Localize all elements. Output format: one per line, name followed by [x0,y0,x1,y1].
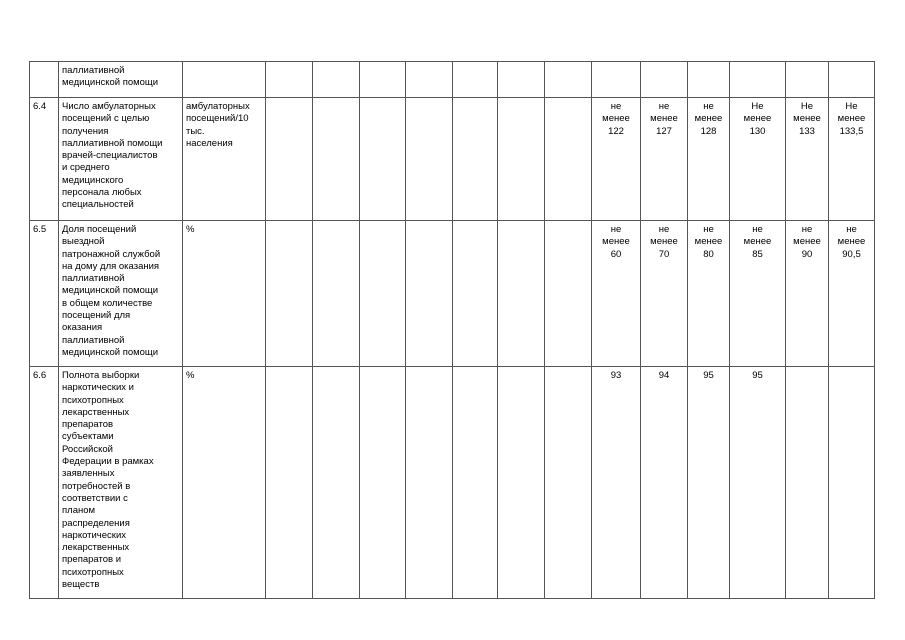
empty-cell [406,98,453,221]
indicator-text-line: специальностей [62,199,134,211]
target-value-cell [786,367,829,599]
target-value-cell [641,221,688,367]
indicator-text-line: наркотических [62,529,127,541]
unit-text-line: % [186,370,195,381]
indicator-name-cell [59,221,183,367]
empty-cell [498,367,545,599]
target-value-line: не [703,101,714,112]
table-row [30,221,875,367]
indicator-text-line: Доля посещений [62,224,137,235]
target-value-cell [786,98,829,221]
indicator-text-line: врачей-специалистов [62,150,158,162]
row-number-cell: 6.5 [30,221,59,367]
empty-cell [498,98,545,221]
indicator-text-line: в общем количестве [62,297,153,309]
target-value-line: менее [602,236,630,248]
empty-cell [406,62,453,98]
indicator-text-line: Число амбулаторных [62,101,156,112]
empty-cell [453,221,498,367]
indicator-text-line: веществ [62,579,100,591]
indicator-text-line: посещений для [62,310,131,322]
indicator-text-line: и среднего [62,162,110,174]
empty-cell [406,221,453,367]
indicator-text-line: получения [62,125,109,137]
target-value-line: 94 [658,370,670,381]
target-value-cell [829,367,875,599]
indicator-text-line: патронажной службой [62,248,161,260]
target-value-line: менее [694,236,723,248]
empty-cell [545,62,592,98]
indicator-text-line: Российской [62,443,113,455]
target-value-line: Не [845,101,858,112]
target-value-line: менее [743,113,772,125]
indicator-text-line: наркотических и [62,382,134,394]
target-value-line: 130 [749,125,766,137]
unit-text-line: населения [186,137,233,149]
target-value-line: менее [602,113,630,125]
target-value-cell [592,367,641,599]
target-value-cell [829,98,875,221]
target-value-cell [786,62,829,98]
unit-text-line: посещений/10 [186,113,249,125]
target-value-line: менее [793,236,821,248]
indicator-name-cell [59,98,183,221]
indicator-name-cell [59,367,183,599]
target-value-line: 122 [608,125,624,137]
empty-cell [360,62,406,98]
table-body [30,62,875,599]
target-value-line: 127 [656,125,672,137]
target-value-cell [641,62,688,98]
empty-cell [266,221,313,367]
empty-cell [498,62,545,98]
unit-text-line: % [186,224,195,235]
target-value-line: 93 [610,370,622,381]
unit-text-line: тыс. [186,125,205,137]
indicator-name-cell [59,62,183,98]
indicator-text-line: Федерации в рамках [62,456,154,468]
indicator-text-line: распределения [62,517,130,529]
indicator-text-line: паллиативной [62,334,125,346]
row-number-cell: 6.4 [30,98,59,221]
target-value-cell [592,221,641,367]
table-row [30,62,875,98]
target-value-line: 60 [610,248,622,260]
empty-cell [453,367,498,599]
target-value-cell [829,221,875,367]
empty-cell [545,98,592,221]
empty-cell [360,221,406,367]
target-value-line: менее [650,113,678,125]
target-value-cell [641,98,688,221]
unit-text-line: амбулаторных [186,101,250,112]
indicator-text-line: потребностей в [62,480,131,492]
target-value-line: менее [837,113,866,125]
target-value-line: не [658,101,670,112]
target-value-line: 133 [799,125,815,137]
indicator-text-line: выездной [62,236,105,248]
target-value-line: не [703,224,714,235]
target-value-line: 85 [752,248,763,260]
unit-cell [183,62,266,98]
target-value-cell [730,221,786,367]
target-value-cell [730,98,786,221]
indicator-text-line: психотропных [62,566,124,578]
indicator-text-line: заявленных [62,468,115,480]
indicator-text-line: медицинской помощи [62,77,159,89]
empty-cell [266,367,313,599]
target-value-cell [592,98,641,221]
indicator-text-line: Полнота выборки [62,370,140,381]
row-number-cell [30,62,59,98]
indicator-text-line: медицинской помощи [62,285,159,297]
target-value-cell [829,62,875,98]
empty-cell [453,62,498,98]
target-value-cell [730,62,786,98]
unit-cell [183,221,266,367]
indicator-text-line: паллиативной помощи [62,137,163,149]
indicator-text-line: лекарственных [62,406,130,418]
target-value-line: 90 [801,248,813,260]
empty-cell [313,62,360,98]
empty-cell [360,98,406,221]
target-value-line: не [801,224,813,235]
indicator-text-line: на дому для оказания [62,260,160,272]
target-value-cell [641,367,688,599]
target-value-cell [688,221,730,367]
target-value-line: 128 [700,125,717,137]
indicator-text-line: оказания [62,322,103,334]
empty-cell [313,367,360,599]
indicator-text-line: медицинского [62,174,124,186]
empty-cell [313,221,360,367]
target-value-line: не [752,224,763,235]
target-value-line: 95 [752,370,763,381]
empty-cell [545,367,592,599]
unit-cell [183,98,266,221]
target-value-cell [730,367,786,599]
indicator-text-line: планом [62,505,96,517]
empty-cell [498,221,545,367]
indicator-text-line: лекарственных [62,542,130,554]
indicator-text-line: паллиативной [62,65,125,76]
indicator-text-line: соответствии с [62,492,128,504]
unit-cell [183,367,266,599]
target-value-line: 80 [703,248,714,260]
target-value-line: Не [800,101,814,112]
target-value-line: менее [793,113,821,125]
row-number-cell: 6.6 [30,367,59,599]
empty-cell [360,367,406,599]
target-value-line: менее [694,113,723,125]
target-value-line: не [610,101,622,112]
target-value-line: 90,5 [842,248,861,260]
target-value-line: менее [650,236,678,248]
target-value-line: 70 [658,248,670,260]
indicators-table [29,61,875,599]
indicator-text-line: субъектами [62,431,114,443]
indicator-text-line: персонала любых [62,187,142,199]
target-value-cell [688,98,730,221]
target-value-cell [688,367,730,599]
target-value-line: менее [743,236,772,248]
empty-cell [266,98,313,221]
table-row [30,367,875,599]
indicator-text-line: препаратов и [62,554,122,566]
target-value-cell [786,221,829,367]
target-value-cell [688,62,730,98]
indicator-text-line: препаратов [62,419,114,431]
indicator-text-line: посещений с целью [62,113,150,125]
target-value-cell [592,62,641,98]
target-value-line: Не [751,101,764,112]
table-row [30,98,875,221]
target-value-line: не [658,224,670,235]
target-value-line: не [610,224,622,235]
empty-cell [266,62,313,98]
target-value-line: 133,5 [839,125,864,137]
indicator-text-line: медицинской помощи [62,346,159,358]
target-value-line: не [846,224,857,235]
indicator-text-line: паллиативной [62,273,125,285]
empty-cell [406,367,453,599]
target-value-line: менее [837,236,866,248]
indicator-text-line: психотропных [62,394,124,406]
empty-cell [313,98,360,221]
empty-cell [545,221,592,367]
empty-cell [453,98,498,221]
target-value-line: 95 [703,370,714,381]
